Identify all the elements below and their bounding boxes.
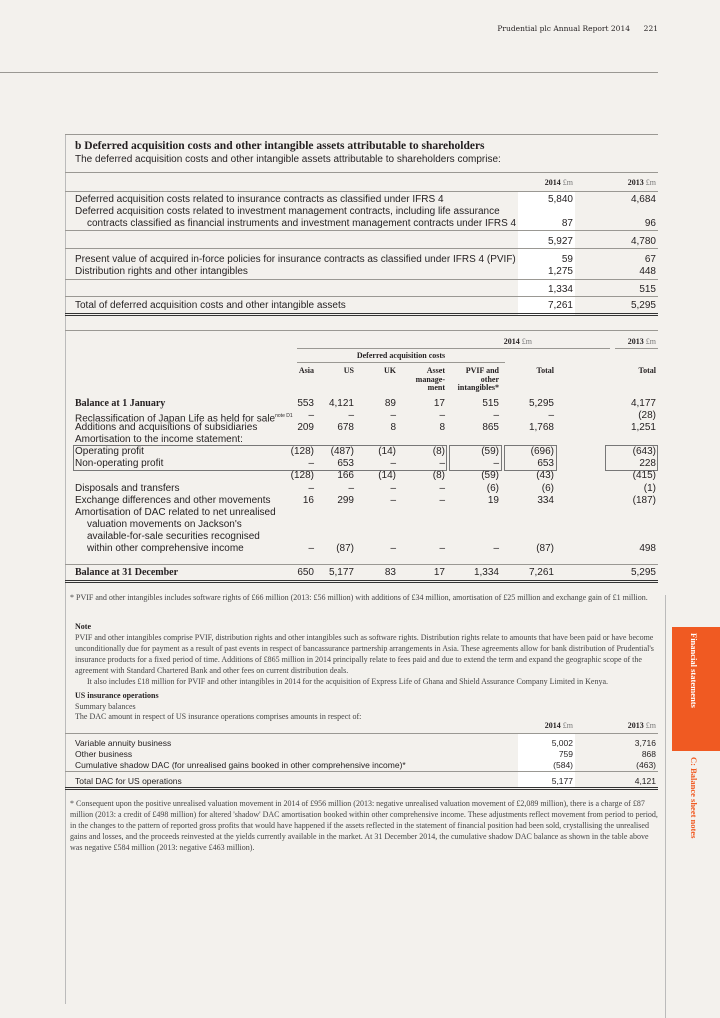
side-tab-financial-statements[interactable] — [672, 627, 720, 751]
cell-value: – — [390, 458, 396, 469]
cell-value: 653 — [537, 458, 554, 469]
value-2013: 96 — [644, 218, 656, 229]
cell-value: – — [308, 483, 314, 494]
value-2014: 5,002 — [551, 738, 573, 748]
table-rule — [65, 230, 658, 231]
column-header-2014 — [545, 179, 573, 187]
value-2013: 4,684 — [630, 194, 656, 205]
cell-value: 17 — [433, 398, 445, 409]
cell-value: – — [348, 483, 354, 494]
cell-value: – — [439, 458, 445, 469]
cell-value: 19 — [487, 495, 499, 506]
column-year: 2014 — [544, 178, 561, 187]
cell-value: 515 — [482, 398, 499, 409]
cell-value: 678 — [337, 422, 354, 433]
page-number: 221 — [643, 24, 658, 33]
cell-value: – — [439, 410, 445, 421]
value-2014: 5,840 — [547, 194, 573, 205]
table-rule — [65, 564, 658, 565]
cell-value: – — [390, 495, 396, 506]
cell-value: – — [348, 410, 354, 421]
cell-value: (415) — [632, 470, 656, 481]
table-rule — [65, 313, 658, 316]
row-label: Reclassification of Japan Life as held for sale$^{note D1}$ — [75, 413, 293, 425]
section-heading: b Deferred acquisition costs and other intangible assets attributable to shareholders — [75, 140, 485, 152]
value-2014: 1,334 — [547, 284, 573, 295]
row-label: Total DAC for US operations — [75, 776, 182, 786]
value-2013: 4,121 — [634, 776, 656, 786]
column-unit: £m — [560, 721, 573, 730]
cell-value: 1,334 — [473, 567, 499, 578]
column-header-2014 — [545, 722, 573, 730]
row-label: Total of deferred acquisition costs and other intangible assets — [75, 300, 346, 311]
column-header: US — [343, 366, 354, 375]
cell-value: (643) — [632, 446, 656, 457]
table-rule — [297, 348, 610, 349]
cell-value: – — [493, 458, 499, 469]
cell-value: – — [390, 483, 396, 494]
cell-value: – — [439, 495, 445, 506]
row-label: Cumulative shadow DAC (for unrealised gains booked in other comprehensive income)* — [75, 760, 406, 770]
table-rule — [65, 330, 658, 331]
left-margin-line — [65, 134, 66, 1004]
column-unit: £m — [643, 178, 656, 187]
cell-value: 498 — [639, 543, 656, 554]
cell-value: (8) — [432, 446, 445, 457]
cell-value: 83 — [384, 567, 396, 578]
value-2013: 67 — [644, 254, 656, 265]
row-label: Present value of acquired in-force policies for insurance contracts as classified under IFRS 4 (PVIF) — [75, 254, 516, 265]
row-label: contracts classified as financial instruments and investment management contracts under IFRS 4 — [87, 218, 517, 229]
column-header-2013 — [628, 338, 656, 346]
cell-value: (6) — [541, 483, 554, 494]
value-2014: 7,261 — [547, 300, 573, 311]
value-2014: 759 — [558, 749, 573, 759]
column-header: UK — [384, 366, 396, 375]
value-2013: 5,295 — [630, 300, 656, 311]
value-2013: (463) — [636, 760, 656, 770]
cell-value: (8) — [432, 470, 445, 481]
column-header: Total — [536, 366, 554, 375]
column-year: 2013 — [627, 721, 644, 730]
cell-value: 4,177 — [630, 398, 656, 409]
section-intro: The deferred acquisition costs and other intangible assets attributable to shareholders comprise: — [75, 154, 501, 165]
column-year: 2013 — [627, 337, 644, 346]
column-unit: £m — [519, 337, 532, 346]
cell-value: 5,295 — [630, 567, 656, 578]
cell-value: 1,251 — [630, 422, 656, 433]
cell-value: (1) — [643, 483, 656, 494]
value-2014: 59 — [561, 254, 573, 265]
table-rule — [65, 248, 658, 249]
cell-value: – — [439, 543, 445, 554]
cell-value: – — [548, 410, 554, 421]
row-label: available-for-sale securities recognised — [87, 531, 260, 542]
value-2014: 87 — [561, 218, 573, 229]
cell-value: 5,177 — [328, 567, 354, 578]
footnote-pvif: * PVIF and other intangibles includes software rights of £66 million (2013: £56 million) with additions of £34 million, amortisation of £25 million and exchange gain of £1 million. — [70, 593, 648, 602]
row-label: Amortisation to the income statement: — [75, 434, 243, 445]
cell-value: 7,261 — [528, 567, 554, 578]
row-label: Other business — [75, 749, 133, 759]
cell-value: 334 — [537, 495, 554, 506]
report-title: Prudential plc Annual Report 2014 — [497, 24, 630, 33]
cell-value: – — [439, 483, 445, 494]
value-2013: 868 — [641, 749, 656, 759]
row-label: within other comprehensive income — [87, 543, 244, 554]
table-rule — [65, 787, 658, 790]
right-margin-line — [665, 595, 666, 1018]
cell-value: 553 — [297, 398, 314, 409]
side-tab-balance-sheet-notes[interactable]: C: Balance sheet notes — [689, 757, 699, 839]
cell-value: 8 — [390, 422, 396, 433]
row-label: Amortisation of DAC related to net unrealised — [75, 507, 276, 518]
column-header-2013 — [628, 179, 656, 187]
row-label: Operating profit — [75, 446, 144, 457]
cell-value: (14) — [378, 470, 396, 481]
column-year: 2014 — [503, 337, 520, 346]
cell-value: 8 — [439, 422, 445, 433]
cell-value: 166 — [337, 470, 354, 481]
cell-value: – — [493, 410, 499, 421]
column-header: PVIF and other intangibles* — [457, 366, 499, 392]
column-unit: £m — [643, 337, 656, 346]
us-ops-subheading: Summary balances — [75, 702, 136, 711]
row-label: valuation movements on Jackson's — [87, 519, 242, 530]
column-header-2013 — [628, 722, 656, 730]
row-label: Additions and acquisitions of subsidiaries — [75, 422, 258, 433]
column-year: 2013 — [627, 178, 644, 187]
column-header: Asia — [298, 366, 314, 375]
cell-value: 1,768 — [528, 422, 554, 433]
table-rule — [65, 580, 658, 583]
column-year: 2014 — [544, 721, 561, 730]
cell-value: (128) — [290, 446, 314, 457]
cell-value: – — [308, 410, 314, 421]
cell-value: – — [493, 543, 499, 554]
header-rule — [0, 72, 658, 73]
table-rule — [65, 279, 658, 280]
note-paragraph-1: PVIF and other intangibles comprise PVIF, distribution rights and other intangibles such as software rights. Distribution rights relate to amounts that have been paid or have become unconditionally due for payment as a result of past events in respect of bancassurance partnership arrangements in Asia. These agreements allow for bank distribution of Prudential's insurance products for a fixed period of time. Additions of £865 million in 2014 principally relate to fees paid and due to extend the term and expand the geographic scope of the agreement with Standard Chartered Bank and other fees on current distribution deals. — [75, 633, 654, 675]
cell-value: (487) — [330, 446, 354, 457]
cell-value: – — [308, 458, 314, 469]
cell-value: 650 — [297, 567, 314, 578]
cell-value: 865 — [482, 422, 499, 433]
group-header-dac: Deferred acquisition costs — [356, 351, 446, 360]
cell-value: (59) — [481, 446, 499, 457]
cell-value: (87) — [536, 543, 554, 554]
cell-value: – — [390, 410, 396, 421]
cell-value: 299 — [337, 495, 354, 506]
footnote-shadow-dac: * Consequent upon the positive unrealised valuation movement in 2014 of £956 million (2013: negative unrealised valuation movement of £2,089 million), there is a charge of £87 million (2013: a credit of £498 million) for altered 'shadow' DAC amortisation booked within other comprehensive income. These adjustments reflect movement from period to period, in the changes to the pattern of reported gross profits that would have happened if the assets reflected in the statement of financial position had been sold, crystallising the unrealised gains and losses, and the proceeds reinvested at the yields currently available in the market. At 31 December 2014, the cumulative shadow DAC balance as shown in the table above was negative £584 million (2013: negative £463 million). — [70, 799, 658, 852]
us-ops-intro: The DAC amount in respect of US insurance operations comprises amounts in respect of: — [75, 712, 362, 721]
table-rule — [615, 348, 658, 349]
note-paragraph-2: It also includes £18 million for PVIF and other intangibles in 2014 for the acquisition of Express Life of Ghana and Shield Assurance Company Limited in Kenya. — [87, 677, 609, 686]
table-rule — [65, 771, 658, 772]
cell-value: (14) — [378, 446, 396, 457]
cell-value: 16 — [302, 495, 314, 506]
cell-value: (59) — [481, 470, 499, 481]
row-label: Distribution rights and other intangibles — [75, 266, 248, 277]
note-heading: Note — [75, 622, 91, 631]
value-2013: 448 — [639, 266, 656, 277]
value-2014: 5,927 — [547, 236, 573, 247]
side-tab-label: Financial statements — [689, 633, 699, 708]
table-rule — [65, 172, 658, 173]
note-reference: note D1 — [275, 413, 293, 419]
cell-value: 209 — [297, 422, 314, 433]
value-2013: 3,716 — [634, 738, 656, 748]
value-2013: 515 — [639, 284, 656, 295]
cell-value: (28) — [638, 410, 656, 421]
table-rule — [65, 191, 658, 192]
cell-value: – — [390, 543, 396, 554]
cell-value: 5,295 — [528, 398, 554, 409]
section-rule — [65, 134, 658, 135]
cell-value: (6) — [486, 483, 499, 494]
column-header: Asset manage- ment — [415, 366, 445, 392]
row-label: Deferred acquisition costs related to investment management contracts, including life assurance — [75, 206, 500, 217]
table-rule — [65, 296, 658, 297]
cell-value: (187) — [632, 495, 656, 506]
cell-value: 89 — [384, 398, 396, 409]
cell-value: 653 — [337, 458, 354, 469]
cell-value: (87) — [336, 543, 354, 554]
row-label: Variable annuity business — [75, 738, 172, 748]
cell-value: 17 — [433, 567, 445, 578]
row-label: Deferred acquisition costs related to insurance contracts as classified under IFRS 4 — [75, 194, 444, 205]
table-rule — [297, 362, 505, 363]
value-2014: (584) — [553, 760, 573, 770]
cell-value: (43) — [536, 470, 554, 481]
column-header: Total — [638, 366, 656, 375]
us-ops-heading: US insurance operations — [75, 691, 159, 700]
cell-value: (696) — [530, 446, 554, 457]
table-rule — [65, 733, 658, 734]
row-label: Exchange differences and other movements — [75, 495, 271, 506]
value-2013: 4,780 — [630, 236, 656, 247]
cell-value: (128) — [290, 470, 314, 481]
row-label: Balance at 31 December — [75, 567, 179, 578]
value-2014: 1,275 — [547, 266, 573, 277]
cell-value: – — [308, 543, 314, 554]
column-unit: £m — [560, 178, 573, 187]
row-label: Non-operating profit — [75, 458, 164, 469]
row-label: Disposals and transfers — [75, 483, 180, 494]
value-2014: 5,177 — [551, 776, 573, 786]
cell-value: 4,121 — [328, 398, 354, 409]
row-label: Balance at 1 January — [75, 398, 166, 409]
column-header-2014 — [504, 338, 532, 346]
cell-value: 228 — [639, 458, 656, 469]
column-unit: £m — [643, 721, 656, 730]
